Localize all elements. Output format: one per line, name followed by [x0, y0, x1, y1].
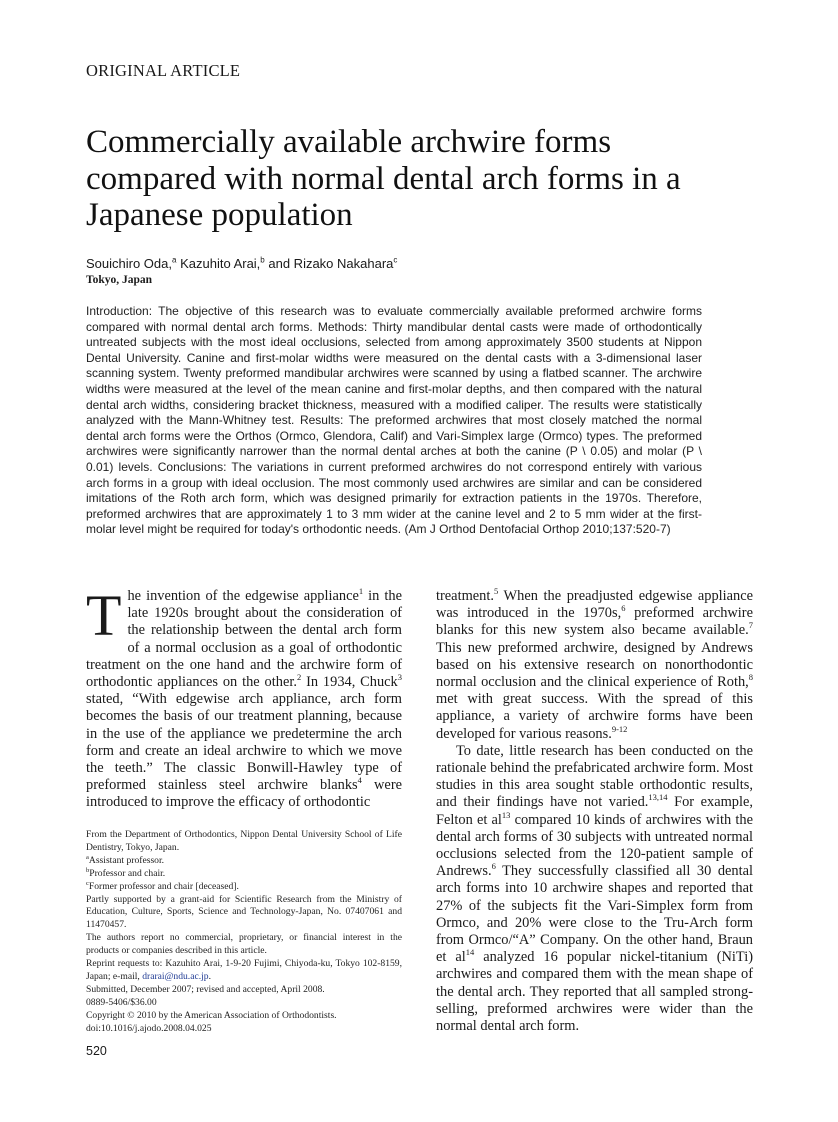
footnotes — [86, 829, 402, 1036]
affiliation-marker: a — [172, 255, 177, 265]
citation-ref[interactable]: 5 — [493, 586, 499, 597]
citation-ref[interactable]: 6 — [621, 603, 626, 614]
citation-ref[interactable]: 3 — [397, 672, 403, 683]
footnote-submitted: Submitted, December 2007; revised and accepted, April 2008. — [86, 983, 325, 995]
footnote-reprint: Reprint requests to: Kazuhito Arai, 1-9-20 Fujimi, Chiyoda-ku, Tokyo 102-8159, Japan; e-mail, drarai@ndu.ac.jp. — [86, 958, 402, 982]
author-location: Tokyo, Japan — [86, 274, 153, 286]
citation-ref[interactable]: 8 — [748, 672, 753, 683]
citation-ref[interactable]: 7 — [748, 620, 753, 631]
citation-ref[interactable]: 14 — [465, 947, 475, 958]
body-paragraph: treatment.$^5$ When the preadjusted edgewise appliance was introduced in the 1970s,$^6$ preformed archwire blanks for this new system also became available.$^7$ This new preformed archwire, designed by Andrews based on his extensive research on nonorthodontic normal occlusion and the clinical experience of Roth,$^8$ met with great success. With the spread of this appliance, a variety of archwire forms have been developed for various reasons.$^{9-12}$ — [436, 586, 753, 742]
footnote-disclosure: The authors report no commercial, proprietary, or financial interest in the products or companies described in this article. — [86, 932, 402, 957]
citation-ref[interactable]: 4 — [357, 775, 362, 786]
footnote-copyright: Copyright © 2010 by the American Association of Orthodontists. — [86, 1009, 337, 1021]
affiliation-marker: b — [260, 255, 265, 265]
page-number: 520 — [86, 1044, 107, 1058]
drop-cap: T — [86, 583, 122, 648]
body-column-right — [436, 588, 753, 1035]
footnote-department: From the Department of Orthodontics, Nippon Dental University School of Life Dentistry, Tokyo, Japan. — [86, 829, 402, 853]
article-title: Commercially available archwire forms compared with normal dental arch forms in a Japanese population — [86, 124, 681, 233]
body-column-left: The invention of the edgewise appliance$^1$ in the late 1920s brought about the consideration of the relationship between the dental arch form of a normal occlusion as a goal of orthodontic treatment on the one hand and the archwire form of orthodontic appliances on the other.$^2$ In 1934, Chuck$^3$ stated, “With edgewise arch appliance, arch form becomes the basis of our treatment planning, because in the use of the appliance we predetermine the arch form and create an ideal archwire to which we move the teeth.” The classic Bonwill-Hawley type of preformed stainless steel archwire blanks$^4$ were introduced to improve the efficacy of orthodontic — [86, 583, 403, 811]
citation-ref[interactable]: 13,14 — [648, 792, 668, 803]
footnote-affiliation-a: $^a$Assistant professor. — [86, 853, 165, 866]
author-name: and Rizako Nakahara — [268, 256, 394, 271]
abstract: Introduction: The objective of this research was to evaluate commercially available preformed archwire forms compared with normal dental arch forms. Methods: Thirty mandibular dental casts were made of orthodontically untreated subjects with the most ideal occlusions, selected from among approximately 3500 students at Nippon Dental University. Canine and first-molar widths were measured on the dental casts with a 3-dimensional laser scanning system. Twenty preformed mandibular archwires were scanned by using a flatbed scanner. The archwire widths were measured at the level of the mean canine and first-molar depths, and then compared with the natural dental arch widths, considering bracket thickness, measured with a modified caliper. The results were statistically analyzed with the Mann-Whitney test. Results: The preformed archwires that most closely matched the normal dental arch forms were the Orthos (Ormco, Glendora, Calif) and Vari-Simplex large (Ormco) types. The preformed archwires were significantly narrower than the normal dental arches at both the canine (P \ 0.05) and molar (P \ 0.01) levels. Conclusions: The variations in current preformed archwires do not correspond entirely with various arch forms in a group with ideal occlusion. The most commonly used archwires are similar and can be considered imitations of the Roth arch form, which was designed primarily for extraction patients in the 1970s. Therefore, preformed archwires that are approximately 1 to 3 mm wider at the canine level and 2 to 5 mm wider at the first-molar level might be required for today's orthodontic needs. (Am J Orthod Dentofacial Orthop 2010;137:520-7) — [86, 304, 702, 537]
section-label: ORIGINAL ARTICLE — [86, 61, 241, 80]
footnote-affiliation-b: $^b$Professor and chair. — [86, 866, 166, 879]
footnote-doi: doi:10.1016/j.ajodo.2008.04.025 — [86, 1022, 212, 1034]
citation-ref[interactable]: 2 — [296, 672, 302, 683]
footnote-funding: Partly supported by a grant-aid for Scientific Research from the Ministry of Education, Culture, Sports, Science and Technology-Japan, No. 07407061 and 11470457. — [86, 893, 402, 931]
citation-ref[interactable]: 6 — [491, 861, 496, 872]
body-paragraph: To date, little research has been conducted on the rationale behind the prefabricated archwire form. Most studies in this area sought stable orthodontic results, and their findings have not varied.$^{13,14}$ For example, Felton et al$^{13}$ compared 10 kinds of archwires with the dental arch forms of 30 subjects with untreated normal occlusions selected from the 120-patient sample of Andrews.$^6$ They successfully classified all 30 dental arch forms into 10 archwire shapes and reported that 27% of the subjects fit the Vari-Simplex form from Ormco, and 20% were close to the Tru-Arch form from Ormco/“A” Company. On the other hand, Braun et al$^{14}$ analyzed 16 popular nickel-titanium (NiTi) archwires and compared them with the mean shape of the dental arch. They reported that all sampled strong-selling, preformed archwires were wider than the normal dental arch form. — [436, 742, 754, 1035]
author-name: Souichiro Oda, — [86, 256, 172, 271]
affiliation-marker: c — [393, 255, 398, 265]
citation-ref[interactable]: 13 — [501, 809, 511, 820]
author-list — [86, 255, 397, 272]
citation-ref[interactable]: 9-12 — [611, 723, 628, 734]
citation-ref[interactable]: 1 — [358, 586, 364, 597]
footnote-issn: 0889-5406/$36.00 — [86, 996, 157, 1008]
email-link[interactable]: drarai@ndu.ac.jp — [142, 970, 209, 982]
footnote-affiliation-c: $^c$Former professor and chair [deceased]. — [86, 879, 239, 892]
author-name: Kazuhito Arai, — [180, 256, 261, 271]
